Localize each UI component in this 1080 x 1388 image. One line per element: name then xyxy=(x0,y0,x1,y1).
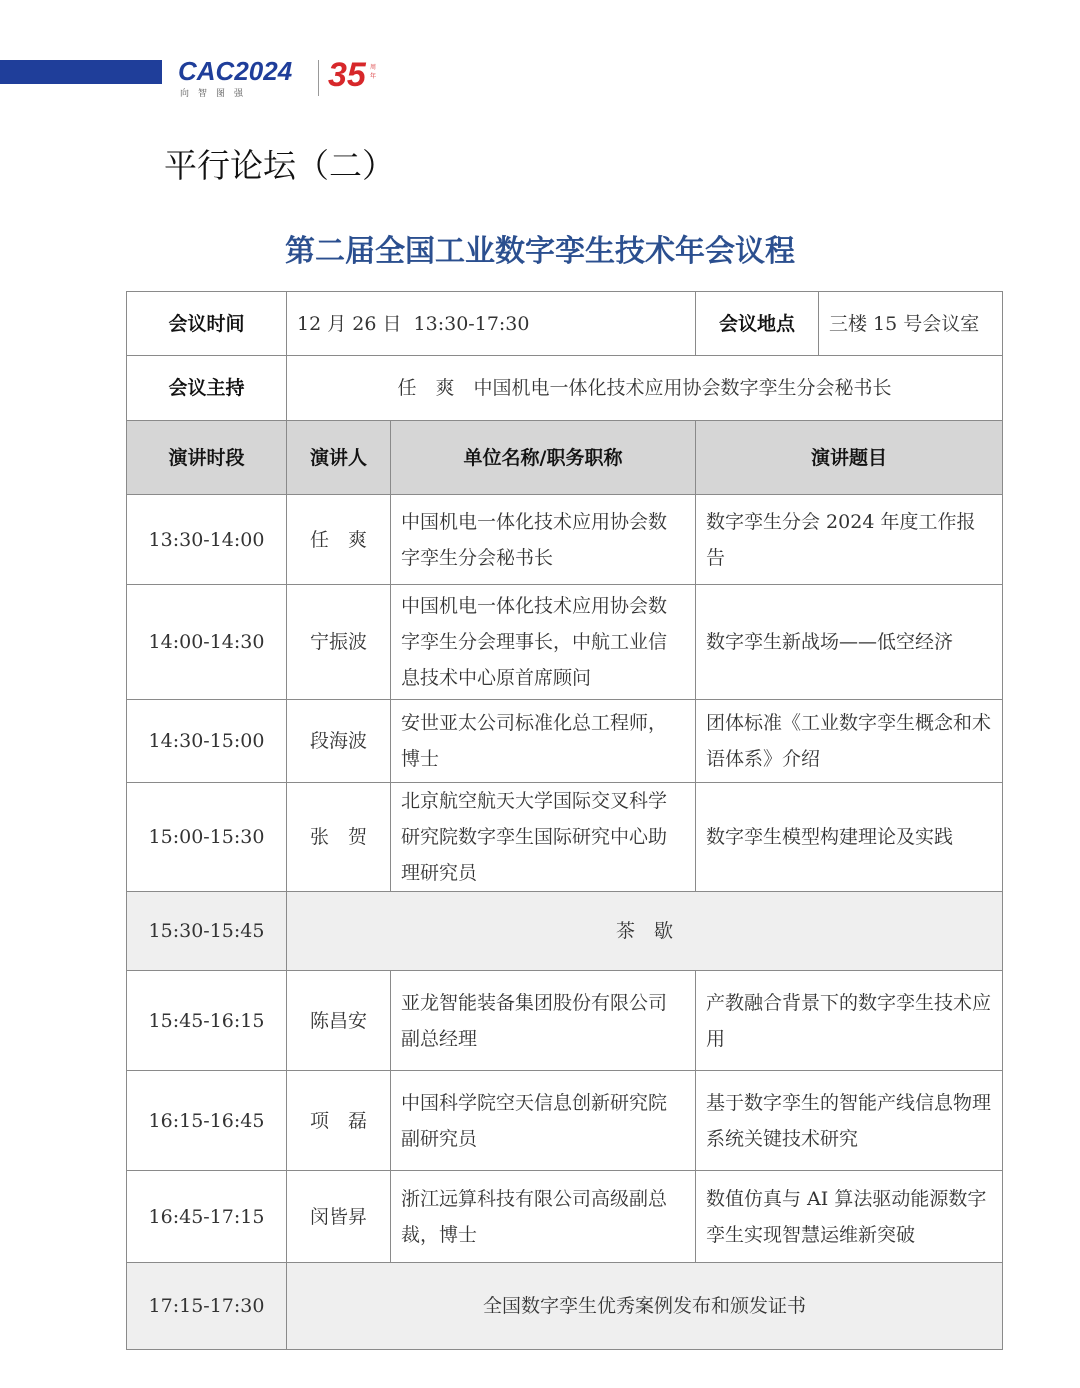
row-org: 浙江远算科技有限公司高级副总裁，博士 xyxy=(391,1171,696,1263)
row-speaker: 陈昌安 xyxy=(287,971,391,1071)
break-label: 茶 歇 xyxy=(287,892,1003,971)
row-topic: 团体标准《工业数字孪生概念和术语体系》介绍 xyxy=(696,700,1003,783)
logo-anniversary-tag: 周年 xyxy=(370,64,377,80)
table-row xyxy=(127,700,1003,783)
closing-time: 17:15-17:30 xyxy=(127,1263,287,1350)
meeting-host-row xyxy=(127,356,1003,421)
table-row xyxy=(127,1171,1003,1263)
row-topic: 数字孪生分会 2024 年度工作报告 xyxy=(696,495,1003,585)
table-header-row xyxy=(127,421,1003,495)
document-title: 第二届全国工业数字孪生技术年会议程 xyxy=(285,234,795,269)
row-topic: 数字孪生新战场——低空经济 xyxy=(696,585,1003,700)
row-org: 中国科学院空天信息创新研究院副研究员 xyxy=(391,1071,696,1171)
row-speaker: 项 磊 xyxy=(287,1071,391,1171)
meeting-time-row xyxy=(127,292,1003,356)
row-topic: 产教融合背景下的数字孪生技术应用 xyxy=(696,971,1003,1071)
row-org: 中国机电一体化技术应用协会数字孪生分会理事长，中航工业信息技术中心原首席顾问 xyxy=(391,585,696,700)
break-time: 15:30-15:45 xyxy=(127,892,287,971)
meeting-time-label: 会议时间 xyxy=(127,292,287,356)
logo-anniversary: 35 xyxy=(328,56,366,94)
row-org: 安世亚太公司标准化总工程师，博士 xyxy=(391,700,696,783)
row-speaker: 张 贺 xyxy=(287,783,391,892)
row-time: 16:45-17:15 xyxy=(127,1171,287,1263)
row-speaker: 闵皆昇 xyxy=(287,1171,391,1263)
row-org: 北京航空航天大学国际交叉科学研究院数字孪生国际研究中心助理研究员 xyxy=(391,783,696,892)
break-row xyxy=(127,892,1003,971)
meeting-time-value: 12 月 26 日 13:30-17:30 xyxy=(287,292,696,356)
row-topic: 基于数字孪生的智能产线信息物理系统关键技术研究 xyxy=(696,1071,1003,1171)
meeting-place-label: 会议地点 xyxy=(696,292,819,356)
agenda-table xyxy=(126,291,1003,1350)
header-time: 演讲时段 xyxy=(127,421,287,495)
row-time: 14:00-14:30 xyxy=(127,585,287,700)
header-speaker: 演讲人 xyxy=(287,421,391,495)
row-time: 15:45-16:15 xyxy=(127,971,287,1071)
header-topic: 演讲题目 xyxy=(696,421,1003,495)
table-row xyxy=(127,585,1003,700)
table-row xyxy=(127,971,1003,1071)
meeting-place-value: 三楼 15 号会议室 xyxy=(819,292,1003,356)
closing-label: 全国数字孪生优秀案例发布和颁发证书 xyxy=(287,1263,1003,1350)
table-row xyxy=(127,783,1003,892)
logo-sub-text: 向智图强 xyxy=(180,89,253,99)
header-accent-bar xyxy=(0,60,162,84)
row-topic: 数字孪生模型构建理论及实践 xyxy=(696,783,1003,892)
row-speaker: 宁振波 xyxy=(287,585,391,700)
header-org: 单位名称/职务职称 xyxy=(391,421,696,495)
table-row xyxy=(127,1071,1003,1171)
logo-divider xyxy=(318,60,319,96)
meeting-host-value: 任 爽 中国机电一体化技术应用协会数字孪生分会秘书长 xyxy=(287,356,1003,421)
row-speaker: 段海波 xyxy=(287,700,391,783)
table-row xyxy=(127,495,1003,585)
row-topic: 数值仿真与 AI 算法驱动能源数字孪生实现智慧运维新突破 xyxy=(696,1171,1003,1263)
row-org: 中国机电一体化技术应用协会数字孪生分会秘书长 xyxy=(391,495,696,585)
closing-row xyxy=(127,1263,1003,1350)
row-org: 亚龙智能装备集团股份有限公司副总经理 xyxy=(391,971,696,1071)
row-time: 14:30-15:00 xyxy=(127,700,287,783)
section-title: 平行论坛（二） xyxy=(164,146,395,185)
row-time: 13:30-14:00 xyxy=(127,495,287,585)
row-time: 16:15-16:45 xyxy=(127,1071,287,1171)
meeting-host-label: 会议主持 xyxy=(127,356,287,421)
logo-main-text: CAC2024 xyxy=(178,56,293,86)
row-time: 15:00-15:30 xyxy=(127,783,287,892)
row-speaker: 任 爽 xyxy=(287,495,391,585)
